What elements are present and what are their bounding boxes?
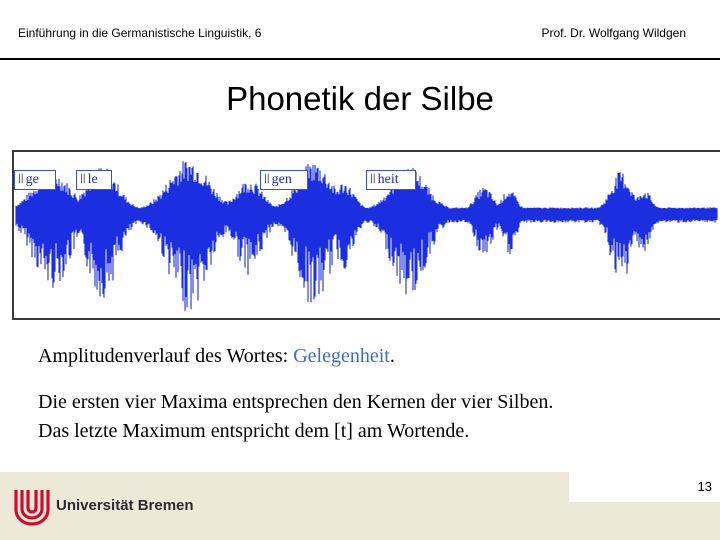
waveform-panel — [12, 150, 720, 320]
explanation-line-1: Die ersten vier Maxima entsprechen den Kernen der vier Silben. — [38, 391, 554, 413]
caption-line: Amplitudenverlauf des Wortes: Gelegenheit. — [38, 345, 395, 367]
university-name: Universität Bremen — [56, 497, 194, 514]
slide-title: Phonetik der Silbe — [226, 80, 494, 117]
syllable-tag-heit: ǀǀ heit — [366, 170, 416, 190]
header-course-title: Einführung in die Germanistische Linguistik, 6 — [18, 26, 262, 40]
syllable-tag-le: ǀǀ le — [76, 170, 112, 190]
university-logo-icon — [12, 488, 52, 526]
highlighted-word: Gelegenheit — [293, 345, 390, 367]
syllable-tag-gen: ǀǀ gen — [260, 170, 308, 190]
header-divider — [0, 58, 720, 60]
page-number: 13 — [697, 479, 712, 494]
syllable-tag-ge: ǀǀ ge — [14, 170, 56, 190]
header-author: Prof. Dr. Wolfgang Wildgen — [541, 26, 686, 40]
explanation-line-2: Das letzte Maximum entspricht dem [t] am Wortende. — [38, 420, 470, 442]
